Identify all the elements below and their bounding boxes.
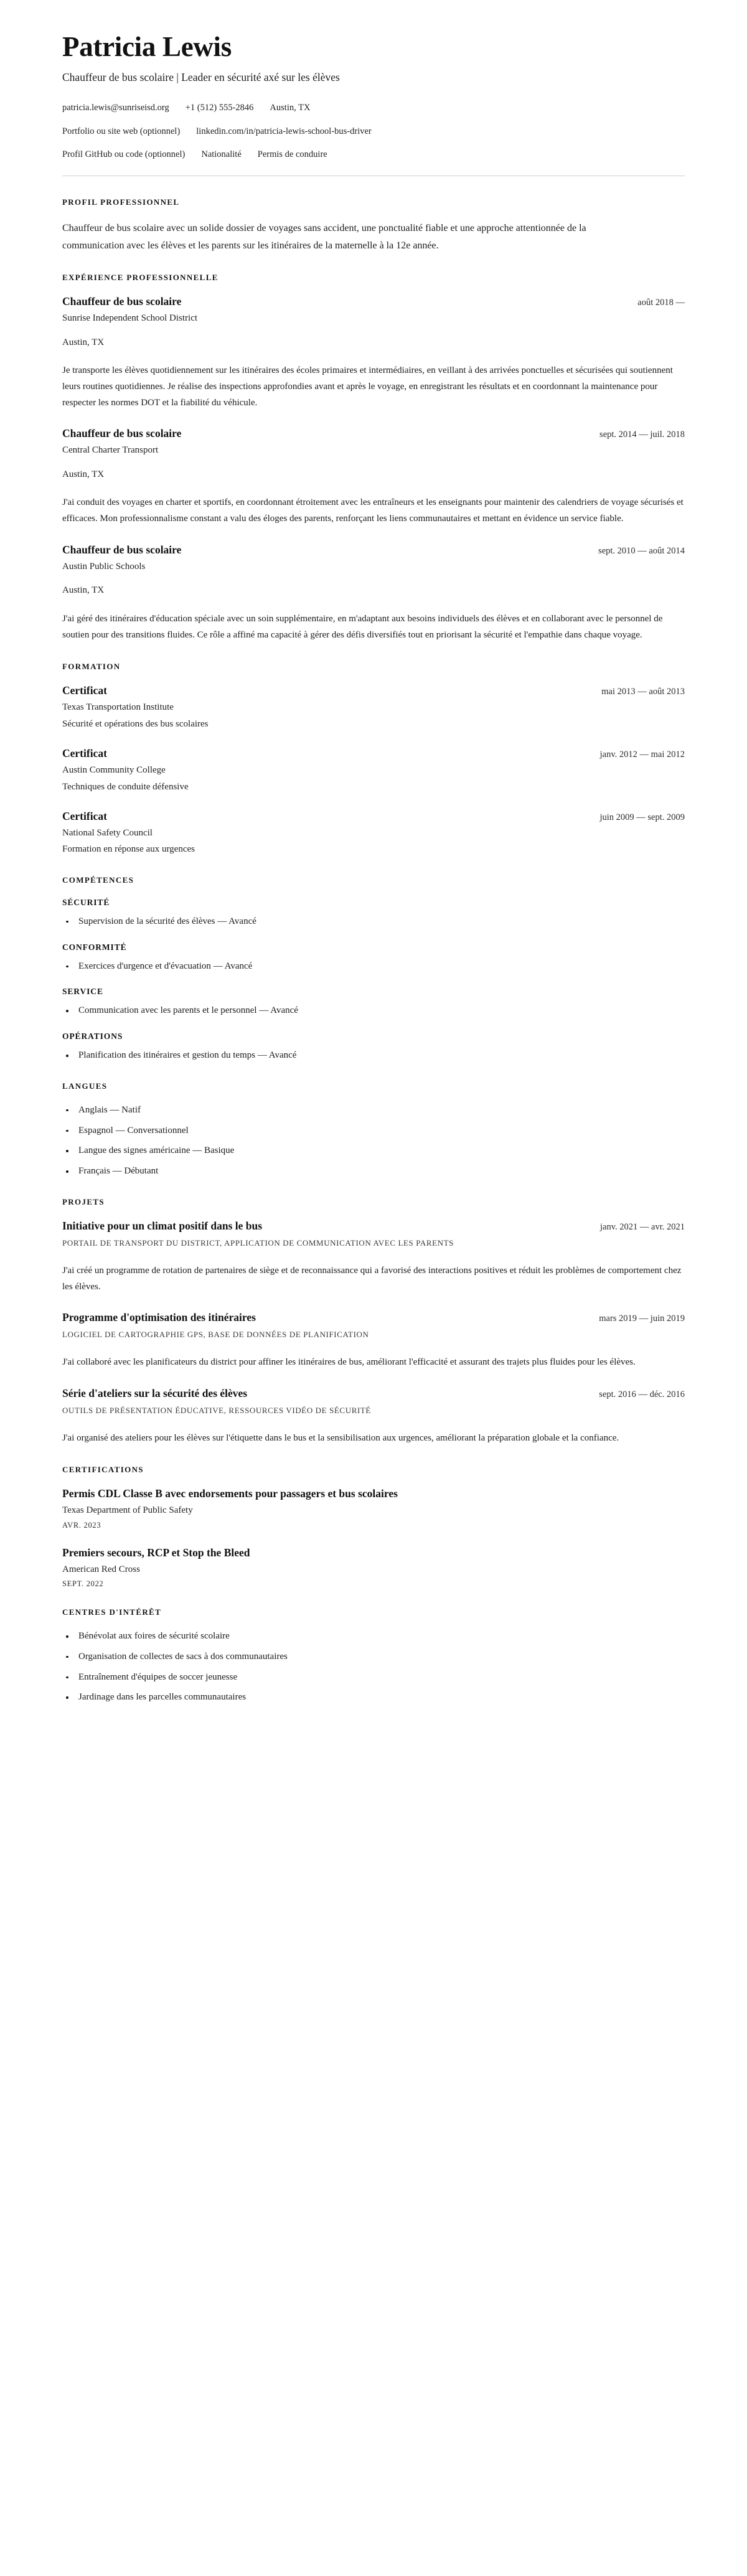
experience-entry-head <box>62 543 685 557</box>
education-date-range: janv. 2012 — mai 2012 <box>599 750 685 760</box>
certification-entry <box>62 1487 685 1530</box>
job-date-range: sept. 2014 — juil. 2018 <box>599 430 685 440</box>
job-role: Chauffeur de bus scolaire <box>62 543 182 556</box>
job-date-range: sept. 2010 — août 2014 <box>598 545 685 556</box>
section-skills <box>62 875 685 1063</box>
section-title-education: FORMATION <box>62 662 121 672</box>
project-entry <box>62 1311 685 1371</box>
education-entry <box>62 747 685 794</box>
project-description: J'ai créé un programme de rotation de partenaires de siège et de reconnaissance qui a favorisé des interactions positives et réduit les problèmes de comportement chez les élèves. <box>62 1265 682 1292</box>
skill-group <box>62 942 685 974</box>
skill-list <box>62 960 685 974</box>
education-school: National Safety Council <box>62 827 153 838</box>
language-item: Français — Débutant <box>62 1165 685 1178</box>
education-degree: Certificat <box>62 810 107 823</box>
contact-line-3 <box>62 148 685 162</box>
skill-item: Exercices d'urgence et d'évacuation — Avancé <box>62 960 685 974</box>
section-title-languages: LANGUES <box>62 1081 108 1091</box>
education-school: Austin Community College <box>62 765 166 776</box>
profile-summary-text: Chauffeur de bus scolaire avec un solide dossier de voyages sans accident, une ponctualité fiable et une approche attentionnée de la communication avec les élèves et les parents sur les itinéraires de la maternelle à la 12e année. <box>62 223 586 251</box>
job-company: Austin Public Schools <box>62 561 146 571</box>
project-date-range: mars 2019 — juin 2019 <box>599 1314 685 1324</box>
job-description: J'ai conduit des voyages en charter et sportifs, en coordonnant étroitement avec les entraîneurs et les enseignants pour maintenir des calendriers de voyage sécurisés et efficaces. Mon professionnalisme constant a valu des éloges des parents, renforçant les liens communautaires et mettant en évidence un service fiable. <box>62 497 684 524</box>
language-list <box>62 1104 685 1178</box>
contact-location: Austin, TX <box>270 102 311 113</box>
contact-email[interactable]: patricia.lewis@sunriseisd.org <box>62 102 169 113</box>
interest-item: Entraînement d'équipes de soccer jeunesse <box>62 1671 685 1685</box>
experience-entry-head <box>62 295 685 309</box>
interest-item: Organisation de collectes de sacs à dos communautaires <box>62 1650 685 1664</box>
education-entry-head <box>62 684 685 698</box>
section-title-profile: PROFIL PROFESSIONNEL <box>62 197 180 207</box>
section-languages <box>62 1081 685 1178</box>
certification-date: SEPT. 2022 <box>62 1579 104 1589</box>
resume-header <box>62 32 685 176</box>
interest-item: Bénévolat aux foires de sécurité scolaire <box>62 1630 685 1643</box>
interest-list <box>62 1630 685 1704</box>
certification-issuer: Texas Department of Public Safety <box>62 1505 193 1516</box>
skill-list <box>62 1049 685 1063</box>
contact-driving-licence: Permis de conduire <box>257 149 327 160</box>
skill-list <box>62 915 685 929</box>
contact-github[interactable]: Profil GitHub ou code (optionnel) <box>62 149 186 160</box>
contact-line-2 <box>62 125 685 139</box>
skill-group <box>62 987 685 1018</box>
section-profile <box>62 197 685 254</box>
contact-portfolio[interactable]: Portfolio ou site web (optionnel) <box>62 126 181 136</box>
certification-name: Premiers secours, RCP et Stop the Bleed <box>62 1546 250 1559</box>
certification-entry <box>62 1546 685 1589</box>
skill-group <box>62 1032 685 1063</box>
job-date-range: août 2018 — <box>637 298 685 308</box>
contact-phone[interactable]: +1 (512) 555-2846 <box>185 102 254 113</box>
section-experience <box>62 273 685 643</box>
skill-item: Planification des itinéraires et gestion du temps — Avancé <box>62 1049 685 1063</box>
experience-entry <box>62 543 685 643</box>
candidate-name: Patricia Lewis <box>62 31 232 62</box>
project-tools: LOGICIEL DE CARTOGRAPHIE GPS, BASE DE DONNÉES DE PLANIFICATION <box>62 1330 369 1340</box>
interest-item: Jardinage dans les parcelles communautaires <box>62 1691 685 1704</box>
section-education <box>62 662 685 857</box>
project-name: Initiative pour un climat positif dans le bus <box>62 1219 263 1232</box>
project-date-range: janv. 2021 — avr. 2021 <box>600 1221 685 1232</box>
education-field: Techniques de conduite défensive <box>62 781 189 792</box>
skill-group-name: CONFORMITÉ <box>62 942 127 952</box>
section-title-projects: PROJETS <box>62 1196 105 1206</box>
job-description: Je transporte les élèves quotidiennement sur les itinéraires des écoles primaires et intermédiaires, en veillant à des arrivées ponctuelles et sécurisées qui soutiennent leurs routines quotidiennes. Je réalise des inspections approfondies avant et après le voyage, en enregistrant les résultats et en coordonnant la maintenance pour respecter les normes DOT et la fiabilité du véhicule. <box>62 365 673 408</box>
project-entry <box>62 1220 685 1295</box>
education-field: Formation en réponse aux urgences <box>62 844 195 855</box>
skill-group <box>62 898 685 929</box>
section-title-experience: EXPÉRIENCE PROFESSIONNELLE <box>62 273 218 283</box>
section-title-interests: CENTRES D'INTÉRÊT <box>62 1607 162 1617</box>
education-degree: Certificat <box>62 747 107 760</box>
experience-entry-head <box>62 427 685 441</box>
job-description: J'ai géré des itinéraires d'éducation spéciale avec un soin supplémentaire, en m'adaptant aux besoins individuels des élèves et en collaborant avec le personnel de soutien pour des transitions fluides. Ce rôle a affiné ma capacité à gérer des défis diversifiés tout en priorisant la sécurité et l'empathie dans chaque voyage. <box>62 613 663 640</box>
experience-entry <box>62 295 685 411</box>
skill-group-name: SERVICE <box>62 987 103 997</box>
education-field: Sécurité et opérations des bus scolaires <box>62 718 209 729</box>
project-description: J'ai organisé des ateliers pour les élèves sur l'étiquette dans le bus et la sensibilisation aux urgences, améliorant la préparation globale et la confiance. <box>62 1432 619 1443</box>
skill-item: Communication avec les parents et le personnel — Avancé <box>62 1004 685 1018</box>
section-projects <box>62 1197 685 1446</box>
certification-issuer: American Red Cross <box>62 1564 140 1574</box>
education-date-range: juin 2009 — sept. 2009 <box>599 812 685 823</box>
education-school: Texas Transportation Institute <box>62 702 174 713</box>
skill-group-name: OPÉRATIONS <box>62 1032 123 1041</box>
skill-list <box>62 1004 685 1018</box>
project-entry-head <box>62 1311 685 1325</box>
education-entry-head <box>62 810 685 824</box>
contact-linkedin[interactable]: linkedin.com/in/patricia-lewis-school-bus-driver <box>196 126 372 136</box>
job-location: Austin, TX <box>62 337 105 347</box>
education-entry <box>62 684 685 731</box>
job-company: Central Charter Transport <box>62 445 159 456</box>
education-degree: Certificat <box>62 684 107 697</box>
section-title-skills: COMPÉTENCES <box>62 875 134 885</box>
job-role: Chauffeur de bus scolaire <box>62 427 182 440</box>
section-certifications <box>62 1465 685 1589</box>
language-item: Anglais — Natif <box>62 1104 685 1117</box>
project-name: Série d'ateliers sur la sécurité des élèves <box>62 1386 248 1399</box>
job-role: Chauffeur de bus scolaire <box>62 295 182 308</box>
project-tools: OUTILS DE PRÉSENTATION ÉDUCATIVE, RESSOURCES VIDÉO DE SÉCURITÉ <box>62 1405 371 1415</box>
project-entry <box>62 1387 685 1447</box>
education-date-range: mai 2013 — août 2013 <box>601 687 685 697</box>
project-description: J'ai collaboré avec les planificateurs du district pour affiner les itinéraires de bus, améliorant l'efficacité et assurant des trajets plus fluides pour les élèves. <box>62 1357 636 1368</box>
candidate-headline: Chauffeur de bus scolaire | Leader en sécurité axé sur les élèves <box>62 71 340 84</box>
project-date-range: sept. 2016 — déc. 2016 <box>599 1389 685 1399</box>
language-item: Espagnol — Conversationnel <box>62 1124 685 1138</box>
job-company: Sunrise Independent School District <box>62 313 198 324</box>
education-entry <box>62 810 685 857</box>
experience-entry <box>62 427 685 527</box>
certification-name: Permis CDL Classe B avec endorsements pour passagers et bus scolaires <box>62 1487 398 1500</box>
section-title-certifications: CERTIFICATIONS <box>62 1465 144 1475</box>
education-entry-head <box>62 747 685 761</box>
section-interests <box>62 1607 685 1704</box>
skill-item: Supervision de la sécurité des élèves — Avancé <box>62 915 685 929</box>
project-tools: PORTAIL DE TRANSPORT DU DISTRICT, APPLICATION DE COMMUNICATION AVEC LES PARENTS <box>62 1238 454 1248</box>
project-entry-head <box>62 1220 685 1233</box>
project-entry-head <box>62 1387 685 1401</box>
job-location: Austin, TX <box>62 585 105 596</box>
skill-group-name: SÉCURITÉ <box>62 897 110 907</box>
project-name: Programme d'optimisation des itinéraires <box>62 1311 256 1324</box>
language-item: Langue des signes américaine — Basique <box>62 1144 685 1158</box>
contact-line-1 <box>62 101 685 115</box>
certification-date: AVR. 2023 <box>62 1520 101 1530</box>
contact-nationality: Nationalité <box>201 149 242 160</box>
job-location: Austin, TX <box>62 469 105 479</box>
